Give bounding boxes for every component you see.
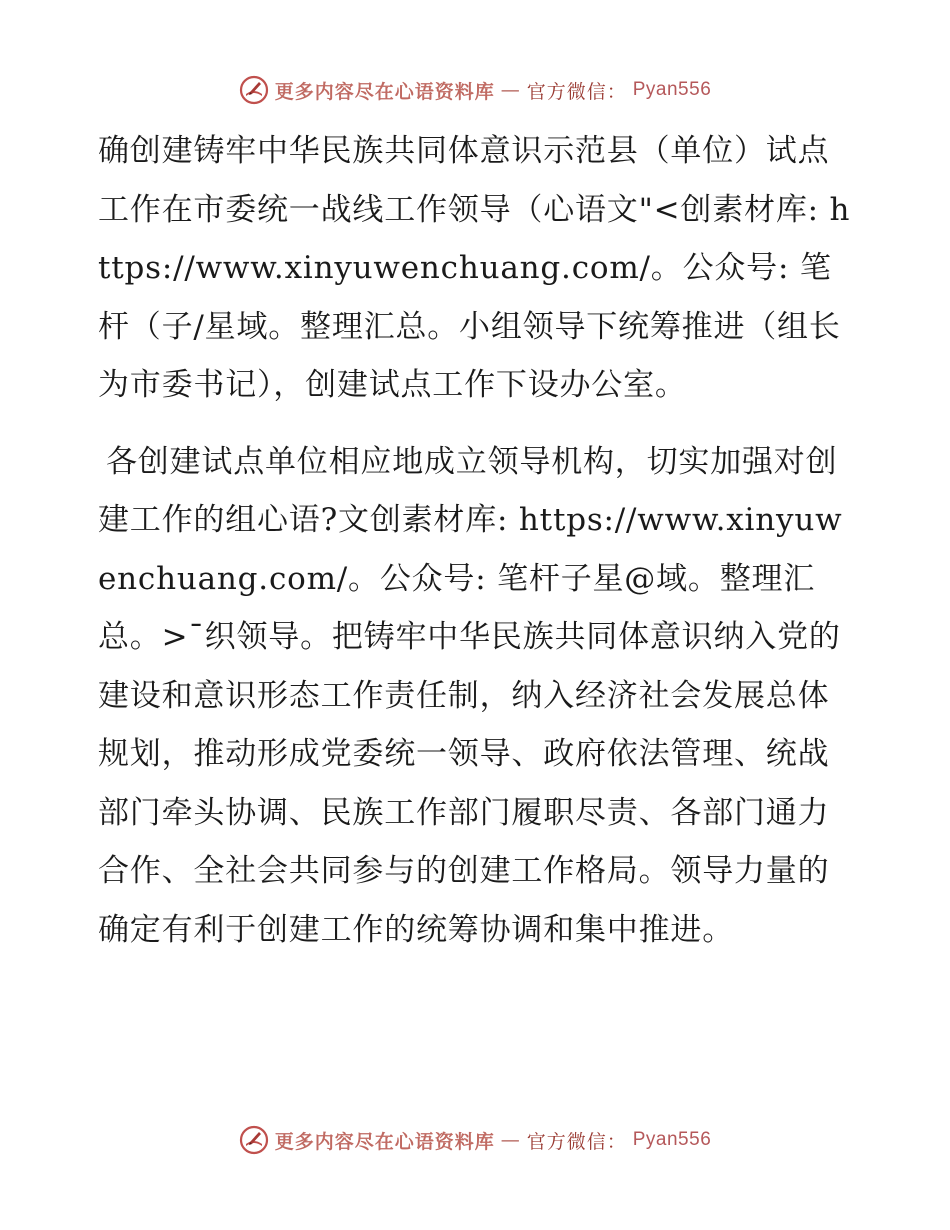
banner-wechat-id: Pyan556 xyxy=(632,1129,712,1150)
banner-dash: — xyxy=(500,79,521,101)
banner-wechat-label: 官方微信： xyxy=(526,80,627,103)
banner-dash: — xyxy=(500,1129,521,1151)
banner-wechat-id: Pyan556 xyxy=(632,79,712,100)
banner-main-text: 更多内容尽在心语资料库 xyxy=(274,80,495,103)
document-body xyxy=(98,122,858,959)
paragraph-2: 各创建试点单位相应地成立领导机构，切实加强对创建工作的组心语?文创素材库: https://www.xinyuwenchuang.com/。公众号: 笔杆子星@域。整理汇总。>¯织领导。把铸牢中华民族共同体意识纳入党的建设和意识形态工作责任制，纳入经济社会发展总体规划，推动形成党委统一领导、政府依法管理、统战部门牵头协调、民族工作部门履职尽责、各部门通力合作、全社会共同参与的创建工作格局。领导力量的确定有利于创建工作的统筹协调和集中推进。 xyxy=(98,443,843,948)
paragraph-1: 确创建铸牢中华民族共同体意识示范县（单位）试点工作在市委统一战线工作领导（心语文"<创素材库: https://www.xinyuwenchuang.com/。公众号: 笔杆（子/星域。整理汇总。小组领导下统筹推进（组长为市委书记），创建试点工作下设办公室。 xyxy=(98,133,851,403)
banner-main-text: 更多内容尽在心语资料库 xyxy=(274,1130,495,1153)
banner-wechat-label: 官方微信： xyxy=(526,1130,627,1153)
book-pen-logo-icon xyxy=(239,75,269,105)
header-banner xyxy=(0,70,950,110)
book-pen-logo-icon xyxy=(239,1125,269,1155)
footer-banner xyxy=(0,1120,950,1160)
